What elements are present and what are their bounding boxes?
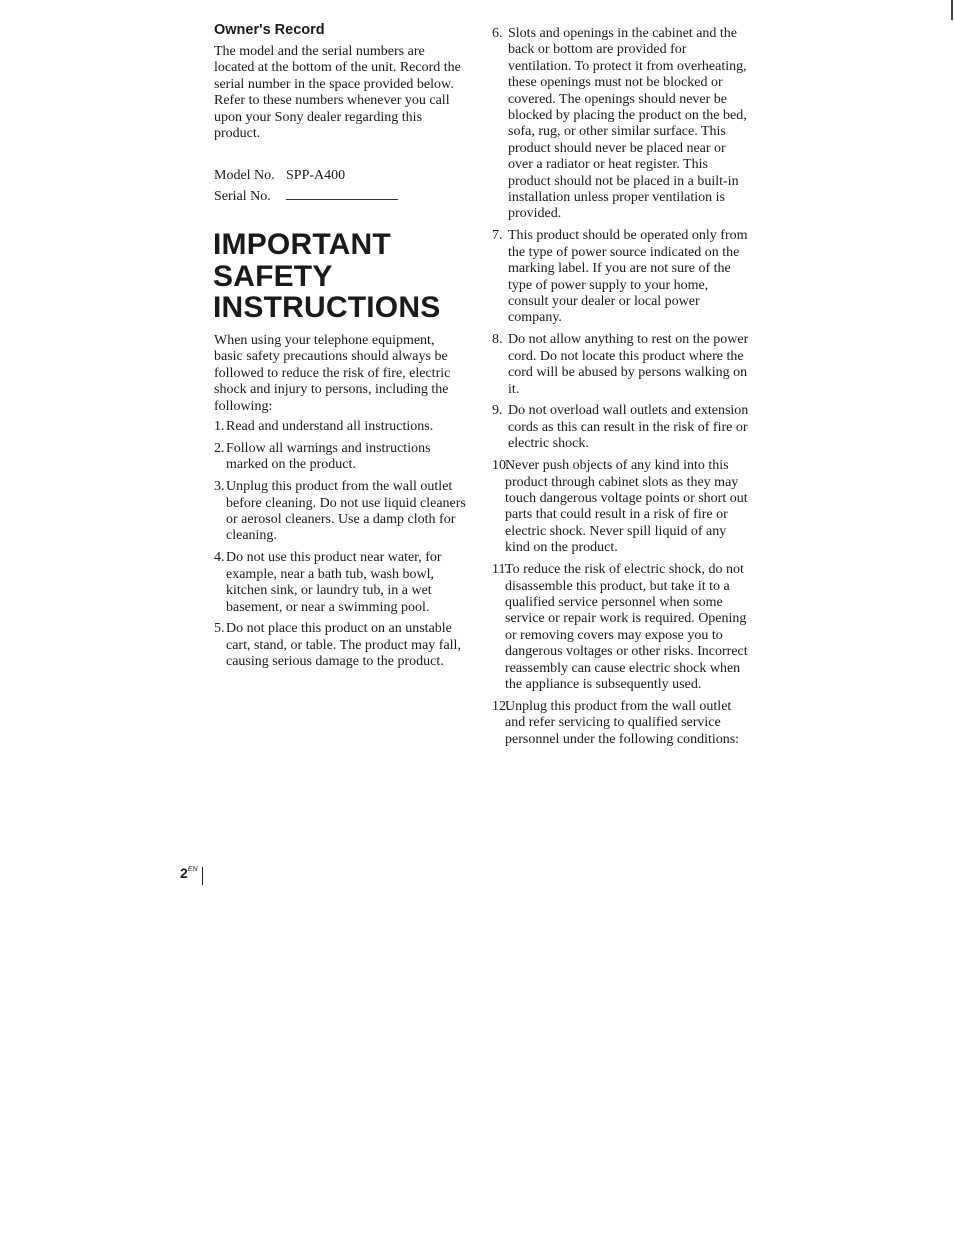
item-text: This product should be operated only from the type of power source indicated on the marking label. If you are not sure of the type of power supply to your home, consult your dealer or local power company. bbox=[508, 228, 748, 326]
item-text: Unplug this product from the wall outlet and refer servicing to qualified service personnel under the following conditions: bbox=[505, 698, 740, 747]
list-item bbox=[214, 419, 466, 435]
page-edge-mark bbox=[951, 0, 953, 20]
item-text: Do not place this product on an unstable cart, stand, or table. The product may fall, causing serious damage to the product. bbox=[226, 621, 461, 670]
title-line-3: INSTRUCTIONS bbox=[213, 291, 441, 324]
safety-list-left bbox=[214, 419, 466, 676]
page-number-divider bbox=[202, 867, 203, 885]
list-item bbox=[492, 26, 750, 223]
serial-label: Serial No. bbox=[214, 189, 271, 204]
item-number: 6. bbox=[492, 26, 503, 41]
item-number: 11. bbox=[492, 562, 509, 578]
model-value: SPP-A400 bbox=[286, 168, 346, 183]
list-item bbox=[214, 550, 466, 616]
serial-blank-line bbox=[286, 189, 398, 200]
owners-record-heading: Owner's Record bbox=[214, 22, 325, 38]
item-number: 2. bbox=[214, 440, 225, 456]
item-text: Read and understand all instructions. bbox=[226, 419, 434, 434]
owners-record-text: The model and the serial numbers are located at the bottom of the unit. Record the serial number in the space provided below. Refer to these numbers whenever you call upon your Sony dealer regarding this product. bbox=[214, 44, 461, 142]
list-item bbox=[492, 332, 750, 398]
item-number: 9. bbox=[492, 403, 503, 419]
item-text: Unplug this product from the wall outlet before cleaning. Do not use liquid cleaners or aerosol cleaners. Use a damp cloth for cleaning. bbox=[226, 479, 466, 544]
item-number: 10. bbox=[492, 458, 510, 474]
model-label: Model No. bbox=[214, 168, 275, 183]
list-item bbox=[492, 562, 750, 693]
item-text: Never push objects of any kind into this product through cabinet slots as they may touch dangerous voltage points or short out parts that could result in a risk of fire or electric shock. Never spill liquid of any kind on the product. bbox=[505, 458, 748, 556]
list-item bbox=[492, 458, 750, 556]
item-number: 3. bbox=[214, 479, 225, 495]
page-number-value: 2 bbox=[180, 865, 188, 881]
list-item bbox=[214, 441, 466, 474]
model-number-line bbox=[214, 168, 345, 184]
safety-intro: When using your telephone equipment, basic safety precautions should always be followed to reduce the risk of fire, electric shock and injury to persons, including the following: bbox=[214, 333, 451, 414]
title-line-2: SAFETY bbox=[213, 259, 333, 293]
item-number: 12. bbox=[492, 698, 510, 714]
item-text: Do not allow anything to rest on the power cord. Do not locate this product where the cord will be abused by persons walking on it. bbox=[508, 332, 749, 397]
list-item bbox=[492, 403, 750, 452]
safety-title bbox=[213, 229, 440, 324]
right-column bbox=[492, 26, 750, 754]
serial-number-line bbox=[214, 189, 398, 205]
item-text: Follow all warnings and instructions marked on the product. bbox=[226, 440, 431, 473]
item-number: 4. bbox=[214, 550, 225, 566]
item-text: To reduce the risk of electric shock, do not disassemble this product, but take it to a qualified service personnel when some service or repair work is required. Opening or removing covers may expose you to dangerous voltages or other risks. Incorrect reassembly can cause electric shock when the appliance is subsequently used. bbox=[505, 562, 748, 692]
item-text: Slots and openings in the cabinet and the back or bottom are provided for ventilation. To protect it from overheating, these openings must not be blocked or covered. The openings should never be blocked by placing the product on the bed, sofa, rug, or other similar surface. This product should never be placed near or over a radiator or heat register. This product should not be placed in a built-in installation unless proper ventilation is provided. bbox=[508, 26, 747, 222]
item-text: Do not overload wall outlets and extension cords as this can result in the risk of fire or electric shock. bbox=[508, 403, 749, 452]
left-column bbox=[213, 22, 466, 670]
list-item bbox=[492, 228, 750, 326]
page-number bbox=[180, 865, 198, 881]
list-item bbox=[214, 479, 466, 545]
title-line-1: IMPORTANT bbox=[213, 228, 391, 261]
item-number: 5. bbox=[214, 621, 225, 637]
list-item bbox=[214, 621, 466, 670]
page-number-suffix: EN bbox=[187, 866, 198, 873]
item-number: 1. bbox=[214, 419, 225, 434]
list-item bbox=[492, 699, 750, 748]
item-text: Do not use this product near water, for example, near a bath tub, wash bowl, kitchen sink, or laundry tub, in a wet basement, or near a swimming pool. bbox=[226, 550, 442, 615]
item-number: 7. bbox=[492, 228, 503, 244]
safety-list-right bbox=[492, 26, 750, 748]
item-number: 8. bbox=[492, 332, 503, 348]
